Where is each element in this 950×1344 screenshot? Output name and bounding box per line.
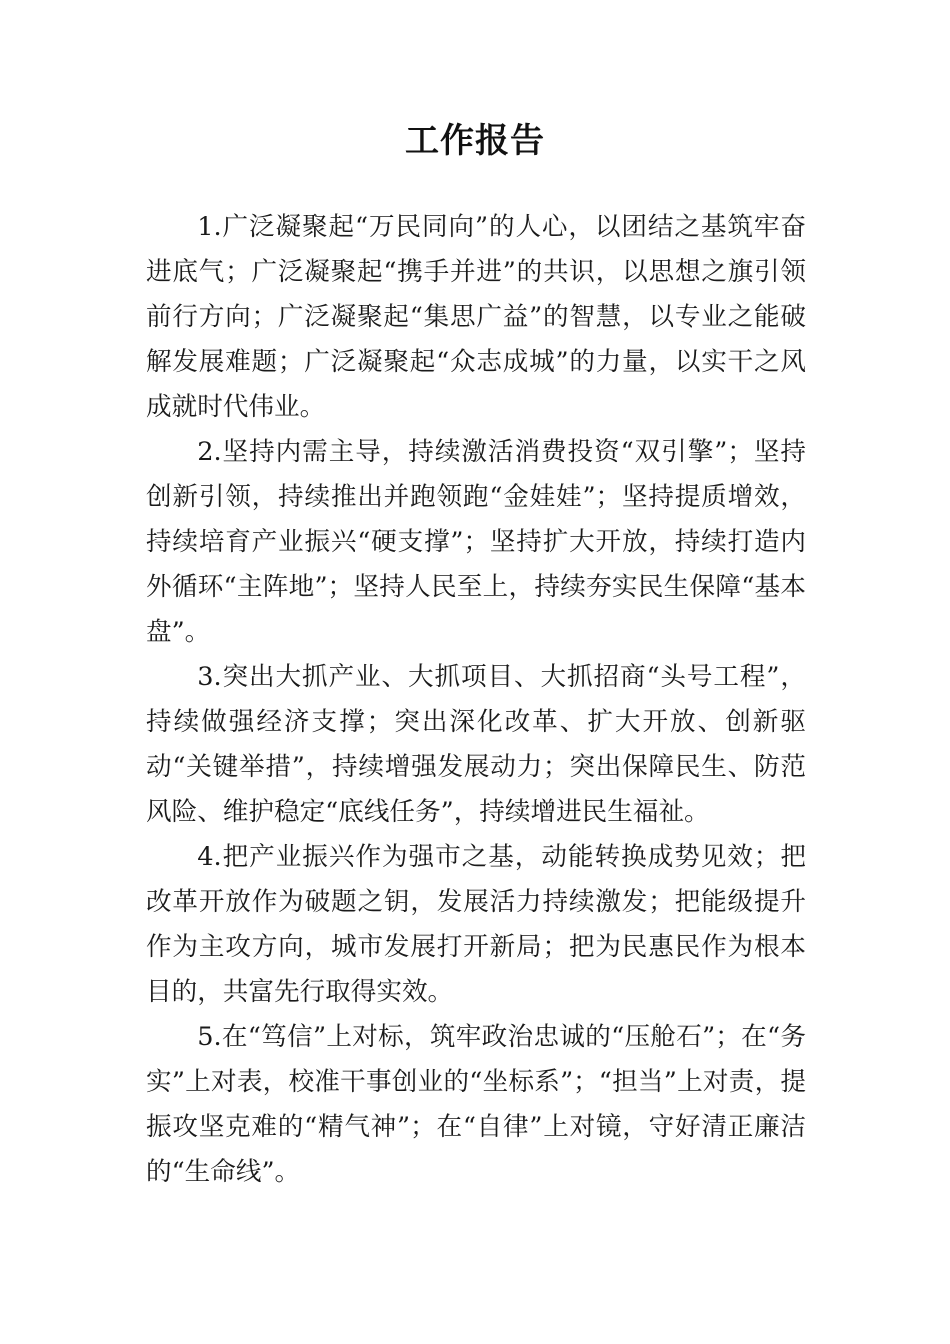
document-title: 工作报告 bbox=[405, 121, 545, 161]
paragraph-4: 4.把产业振兴作为强市之基，动能转换成势见效；把改革开放作为破题之钥，发展活力持续激发；把能级提升作为主攻方向，城市发展打开新局；把为民惠民作为根本目的，共富先行取得实效。 bbox=[146, 842, 806, 1007]
document-body bbox=[146, 205, 806, 1195]
paragraph-1: 1.广泛凝聚起“万民同向”的人心，以团结之基筑牢奋进底气；广泛凝聚起“携手并进”的共识，以思想之旗引领前行方向；广泛凝聚起“集思广益”的智慧，以专业之能破解发展难题；广泛凝聚起“众志成城”的力量，以实干之风成就时代伟业。 bbox=[146, 212, 806, 422]
paragraph-5: 5.在“笃信”上对标，筑牢政治忠诚的“压舱石”；在“务实”上对表，校准干事创业的“坐标系”；“担当”上对责，提振攻坚克难的“精气神”；在“自律”上对镜，守好清正廉洁的“生命线”。 bbox=[146, 1022, 806, 1187]
paragraph-3: 3.突出大抓产业、大抓项目、大抓招商“头号工程”，持续做强经济支撑；突出深化改革、扩大开放、创新驱动“关键举措”，持续增强发展动力；突出保障民生、防范风险、维护稳定“底线任务”，持续增进民生福祉。 bbox=[146, 662, 806, 827]
paragraph-2: 2.坚持内需主导，持续激活消费投资“双引擎”；坚持创新引领，持续推出并跑领跑“金娃娃”；坚持提质增效，持续培育产业振兴“硬支撑”；坚持扩大开放，持续打造内外循环“主阵地”；坚持人民至上，持续夯实民生保障“基本盘”。 bbox=[146, 437, 806, 647]
